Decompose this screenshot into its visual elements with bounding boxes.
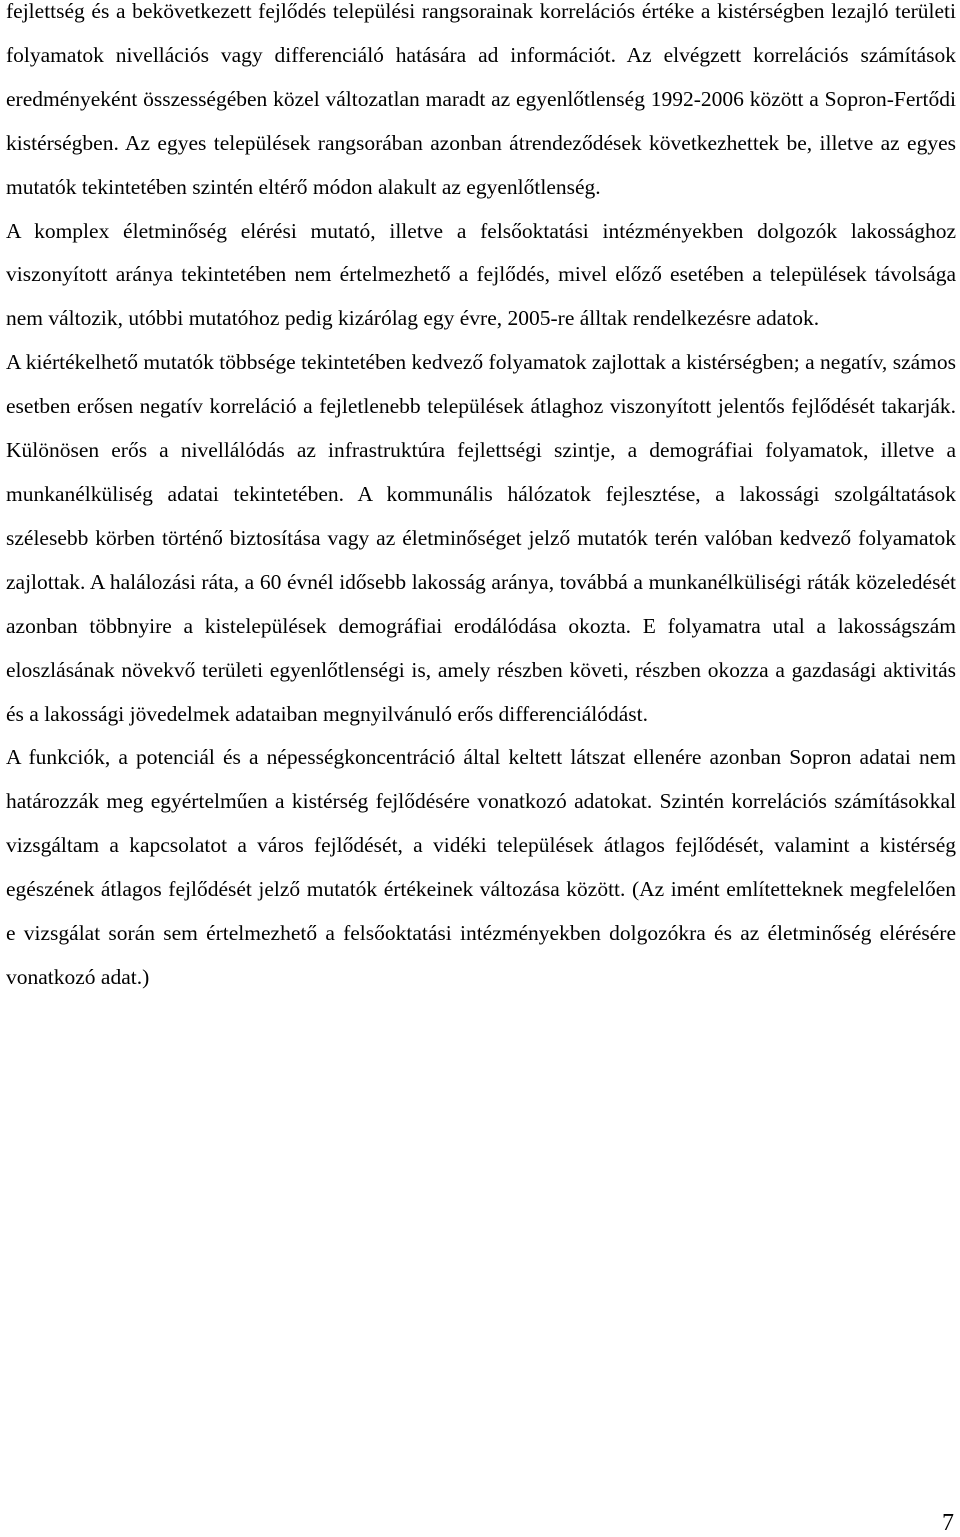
document-body <box>6 0 956 1000</box>
paragraph-favorable-processes: A kiértékelhető mutatók többsége tekintetében kedvező folyamatok zajlottak a kistérségben; a negatív, számos esetben erősen negatív korreláció a fejletlenebb települések átlaghoz viszonyított jelentős fejlődését takarják. Különösen erős a nivellálódás az infrastruktúra fejlettségi szintje, a demográfiai folyamatok, illetve a munkanélküliség adatai tekintetében. A kommunális hálózatok fejlesztése, a lakossági szolgáltatások szélesebb körben történő biztosítása vagy az életminőséget jelző mutatók terén valóban kedvező folyamatok zajlottak. A halálozási ráta, a 60 évnél idősebb lakosság aránya, továbbá a munkanélküliségi ráták közeledését azonban többnyire a kistelepülések demográfiai erodálódása okozta. E folyamatra utal a lakosságszám eloszlásának növekvő területi egyenlőtlenségi is, amely részben követi, részben okozza a gazdasági aktivitás és a lakossági jövedelmek adataiban megnyilvánuló erős differenciálódást. <box>6 350 956 726</box>
page-number: 7 <box>942 1510 954 1536</box>
paragraph-life-quality-indicator: A komplex életminőség elérési mutató, illetve a felsőoktatási intézményekben dolgozók lakossághoz viszonyított aránya tekintetében nem értelmezhető a fejlődés, mivel előző esetében a települések távolsága nem változik, utóbbi mutatóhoz pedig kizárólag egy évre, 2005-re álltak rendelkezésre adatok. <box>6 218 956 331</box>
paragraph-sopron-data: A funkciók, a potenciál és a népességkoncentráció által keltett látszat ellenére azonban Sopron adatai nem határozzák meg egyértelműen a kistérség fejlődésére vonatkozó adatokat. Szintén korrelációs számításokkal vizsgáltam a kapcsolatot a város fejlődését, a vidéki települések átlagos fejlődését, valamint a kistérség egészének átlagos fejlődését jelző mutatók értékeinek változása között. (Az imént említetteknek megfelelően e vizsgálat során sem értelmezhető a felsőoktatási intézményekben dolgozókra és az életminőség elérésére vonatkozó adat.) <box>6 745 956 989</box>
paragraph-correlation-summary: fejlettség és a bekövetkezett fejlődés települési rangsorainak korrelációs értéke a kistérségben lezajló területi folyamatok nivellációs vagy differenciáló hatására ad információt. Az elvégzett korrelációs számítások eredményeként összességében közel változatlan maradt az egyenlőtlenség 1992-2006 között a Sopron-Fertődi kistérségben. Az egyes települések rangsorában azonban átrendeződések következhettek be, illetve az egyes mutatók tekintetében szintén eltérő módon alakult az egyenlőtlenség. <box>6 0 956 199</box>
